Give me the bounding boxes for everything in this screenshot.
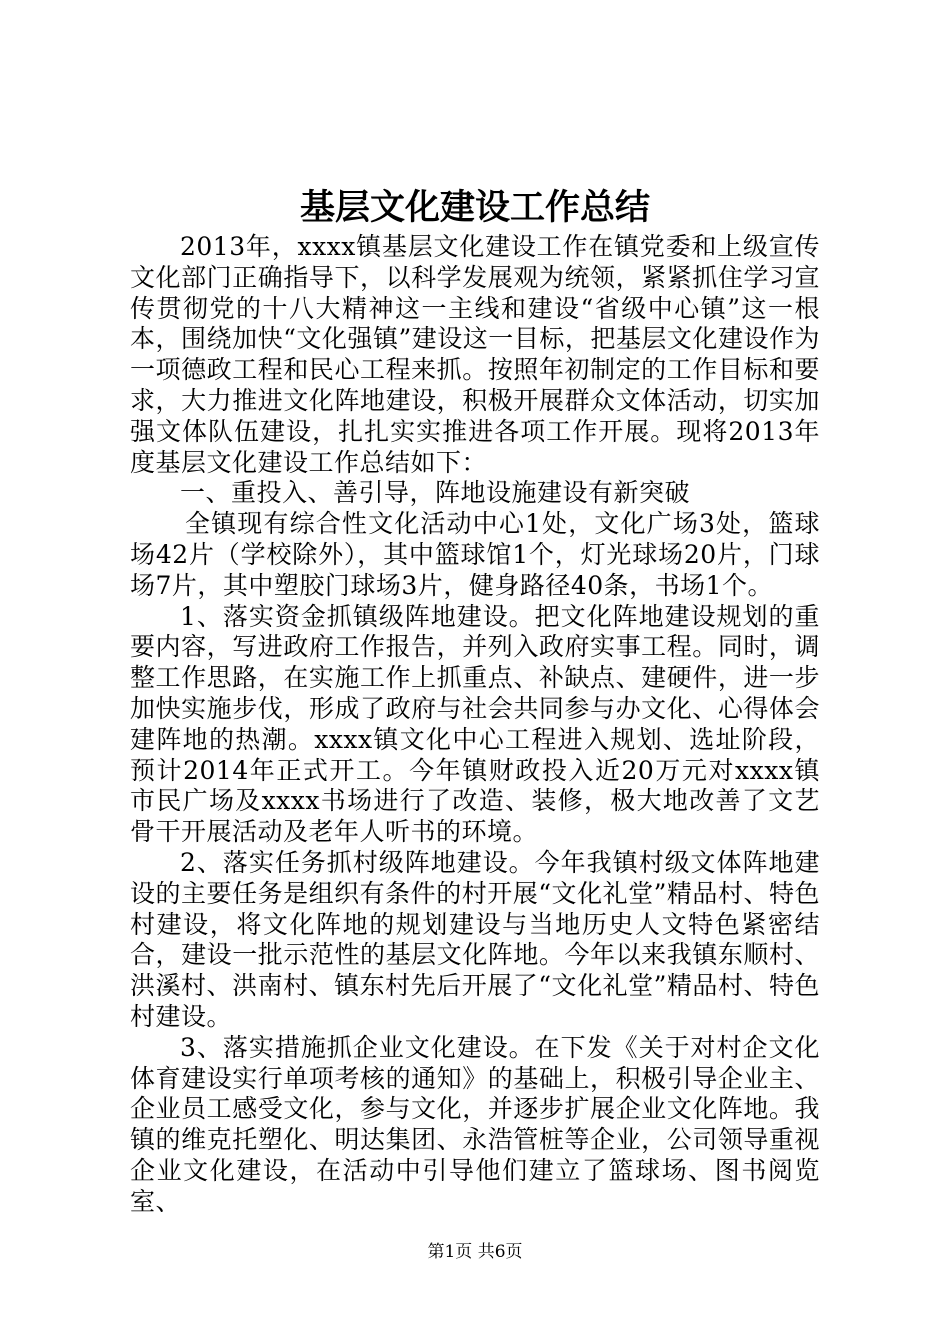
page-title: 基层文化建设工作总结: [299, 188, 650, 228]
paragraph-facilities: 全镇现有综合性文化活动中心1处，文化广场3处，篮球场42片（学校除外），其中篮球馆1个，灯光球场20片，门球场7片，其中塑胶门球场3片，健身路径40条，书场1个。: [130, 509, 820, 600]
document-body: [130, 232, 820, 1218]
paragraph-item-3: 3、落实措施抓企业文化建设。在下发《关于对村企文化体育建设实行单项考核的通知》的基础上，积极引导企业主、企业员工感受文化，参与文化，并逐步扩展企业文化阵地。我镇的维克托塑化、明达集团、永浩管桩等企业，公司领导重视企业文化建设，在活动中引导他们建立了篮球场、图书阅览室、: [130, 1032, 820, 1216]
page-number-footer: 第1页 共6页: [427, 1242, 523, 1262]
section-heading-1: 一、重投入、善引导，阵地设施建设有新突破: [180, 478, 691, 508]
paragraph-item-1: 1、落实资金抓镇级阵地建设。把文化阵地建设规划的重要内容，写进政府工作报告，并列入政府实事工程。同时，调整工作思路，在实施工作上抓重点、补缺点、建硬件，进一步加快实施步伐，形成了政府与社会共同参与办文化、心得体会建阵地的热潮。xxxx镇文化中心工程进入规划、选址阶段，预计2014年正式开工。今年镇财政投入近20万元对xxxx镇市民广场及xxxx书场进行了改造、装修，极大地改善了文艺骨干开展活动及老年人听书的环境。: [130, 601, 820, 847]
paragraph-intro: 2013年，xxxx镇基层文化建设工作在镇党委和上级宣传文化部门正确指导下，以科学发展观为统领，紧紧抓住学习宣传贯彻党的十八大精神这一主线和建设“省级中心镇”这一根本，围绕加快“文化强镇”建设这一目标，把基层文化建设作为一项德政工程和民心工程来抓。按照年初制定的工作目标和要求，大力推进文化阵地建设，积极开展群众文体活动，切实加强文体队伍建设，扎扎实实推进各项工作开展。现将2013年度基层文化建设工作总结如下：: [130, 232, 820, 477]
paragraph-item-2: 2、落实任务抓村级阵地建设。今年我镇村级文体阵地建设的主要任务是组织有条件的村开展“文化礼堂”精品村、特色村建设，将文化阵地的规划建设与当地历史人文特色紧密结合，建设一批示范性的基层文化阵地。今年以来我镇东顺村、洪溪村、洪南村、镇东村先后开展了“文化礼堂”精品村、特色村建设。: [130, 847, 820, 1031]
